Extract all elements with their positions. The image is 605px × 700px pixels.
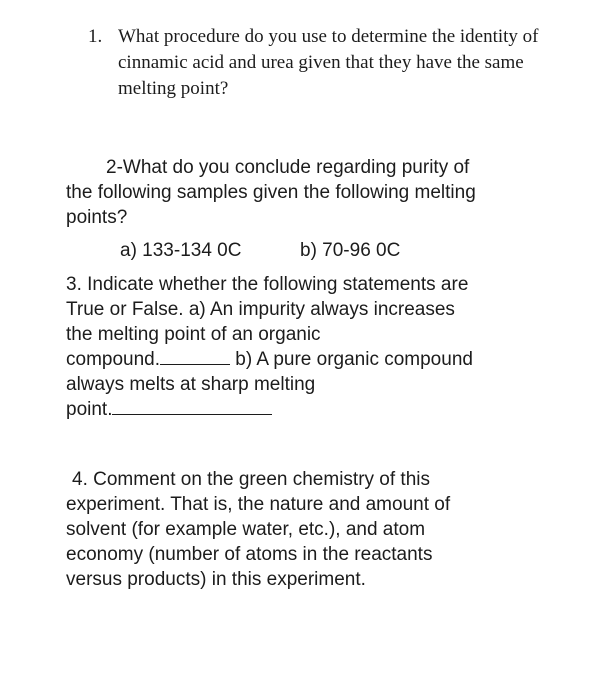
question-4 — [66, 467, 566, 592]
question-3-line-4-start: compound. — [66, 349, 161, 370]
question-3-line-6 — [66, 397, 556, 422]
question-4-line-1: 4. Comment on the green chemistry of this — [72, 469, 430, 490]
question-2-line-2: the following samples given the following melting — [66, 182, 476, 203]
question-3-line-3: the melting point of an organic — [66, 324, 321, 345]
question-3-line-4 — [66, 347, 556, 372]
question-2-line-3: points? — [66, 207, 128, 228]
question-3-line-4-end: b) A pure organic compound — [235, 349, 473, 370]
question-2-options — [120, 238, 540, 263]
question-2-option-a: a) 133-134 0C — [120, 240, 242, 261]
question-1 — [88, 24, 558, 102]
question-3-line-5: always melts at sharp melting — [66, 374, 316, 395]
question-3-line-1: 3. Indicate whether the following statements are — [66, 274, 469, 295]
question-2-option-b: b) 70-96 0C — [300, 240, 401, 261]
question-4-line-5: versus products) in this experiment. — [66, 569, 366, 590]
answer-blank-a[interactable] — [160, 348, 230, 365]
question-3 — [66, 272, 556, 422]
question-2-line-1: 2-What do you conclude regarding purity of — [106, 157, 470, 178]
question-1-text: What procedure do you use to determine the identity of cinnamic acid and urea given that they have the same melting point? — [118, 26, 539, 99]
question-4-line-3: solvent (for example water, etc.), and atom — [66, 519, 426, 540]
question-4-line-4: economy (number of atoms in the reactants — [66, 544, 433, 565]
question-4-line-2: experiment. That is, the nature and amount of — [66, 494, 451, 515]
answer-blank-b[interactable] — [112, 398, 272, 415]
question-2 — [66, 155, 566, 230]
question-1-number: 1. — [88, 26, 103, 47]
question-3-line-6-start: point. — [66, 399, 113, 420]
question-3-line-2: True or False. a) An impurity always increases — [66, 299, 455, 320]
